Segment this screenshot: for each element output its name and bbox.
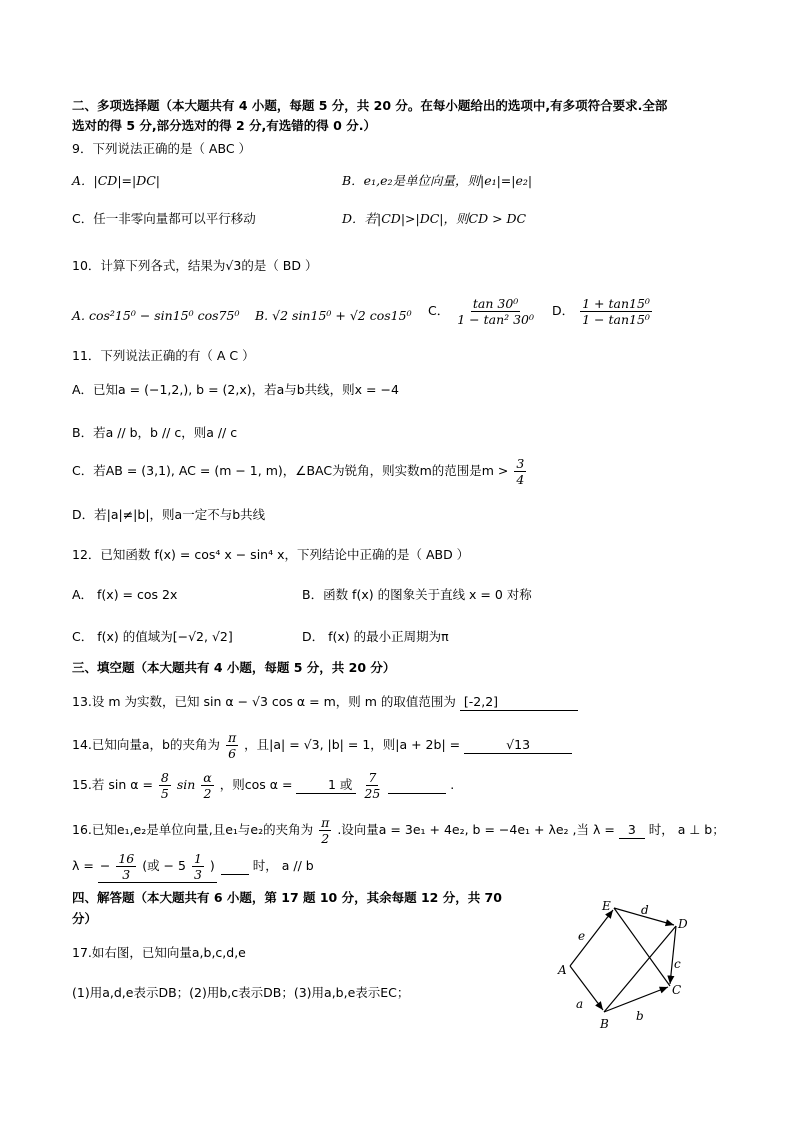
q17-parts: (1)用a,d,e表示DB；(2)用b,c表示DB；(3)用a,b,e表示EC； — [72, 985, 410, 1000]
q9-option-a: A．|CD|=|DC| — [72, 173, 161, 188]
q11-c-numerator: 3 — [516, 456, 525, 471]
q11-option-a: A．已知a = (−1,2,), b = (2,x)，若a与b共线，则x = −4 — [72, 382, 399, 397]
point-d-label: D — [678, 917, 688, 931]
q15-answer-a: 1 或 — [296, 777, 356, 794]
q11-option-b: B．若a // b，b // c，则a // c — [72, 425, 238, 440]
q10-c-fraction — [455, 296, 536, 327]
q11-c-text: C．若AB = (3,1), AC = (m − 1, m)，∠BAC为锐角，则实数m的范围是m > — [72, 463, 509, 478]
q13-stem: 13.设 m 为实数，已知 sin α − √3 cos α = m，则 m 的取值范围为 — [72, 694, 456, 709]
q16-fraction — [319, 815, 331, 846]
q9-stem: 9．下列说法正确的是（ ABC ） — [72, 141, 252, 156]
q16-num-16: 16 — [118, 851, 135, 866]
q11-c-fraction — [514, 456, 526, 487]
q11-option-c — [72, 456, 528, 487]
q15-den-2: 2 — [203, 786, 212, 801]
q10-d-fraction — [580, 296, 652, 327]
point-b-label: B — [600, 1017, 609, 1031]
q10-c-denominator: 1 − tan² 30⁰ — [457, 312, 535, 327]
q15-num-1: 8 — [160, 770, 169, 785]
q16-line2-end: 时， a // b — [252, 858, 314, 873]
q11-stem: 11．下列说法正确的有（ A C ） — [72, 348, 255, 363]
q16-line-2 — [72, 851, 314, 883]
q16-line-1 — [72, 815, 725, 846]
q9-option-d: D．若|CD|>|DC|，则CD > DC — [342, 211, 527, 226]
q16-line2-a: λ = — [72, 858, 94, 873]
q9-option-b: B．e₁,e₂是单位向量，则|e₁|=|e₂| — [342, 173, 533, 188]
q10-d-label: D． — [552, 303, 575, 318]
q15-answer-blank — [388, 777, 446, 794]
q16-den: 2 — [321, 831, 330, 846]
q16-answer-2-minus: − — [99, 858, 111, 873]
q10-stem: 10．计算下列各式，结果为√3的是（ BD ） — [72, 258, 318, 273]
vector-figure — [548, 888, 708, 1038]
q15-fraction-2 — [201, 770, 213, 801]
segment-ec — [614, 908, 670, 986]
q12-option-a: A． f(x) = cos 2x — [72, 587, 178, 602]
section-4-heading: 四、解答题（本大题共有 6 小题，第 17 题 10 分，其余每题 12 分，共 70 — [72, 890, 502, 905]
q12-option-c: C． f(x) 的值域为[−√2, √2] — [72, 629, 233, 644]
q10-d-numerator: 1 + tan15⁰ — [582, 296, 650, 311]
q16-answer-2-blank — [221, 858, 249, 875]
section-2-heading-cont: 选对的得 5 分,部分选对的得 2 分,有选错的得 0 分.） — [72, 118, 376, 133]
q16-num: π — [321, 815, 330, 830]
vector-c-label: c — [674, 957, 681, 971]
point-a-label: A — [558, 963, 567, 977]
q16-stem-b: .设向量a = 3e₁ + 4e₂, b = −4e₁ + λe₂ ,当 λ = — [337, 822, 615, 837]
q16-fraction-1-3 — [192, 851, 204, 882]
q14-numerator: π — [227, 730, 237, 745]
segment-db — [604, 926, 676, 1012]
vector-c-arrow — [670, 926, 676, 984]
q14-stem-a: 14.已知向量a，b的夹角为 — [72, 737, 220, 752]
q14-denominator: 6 — [228, 746, 237, 761]
q16-den-3b: 3 — [193, 867, 202, 882]
q15-den-1: 5 — [160, 786, 169, 801]
q10-option-c — [428, 296, 538, 327]
q16-answer-1: 3 — [619, 822, 645, 839]
q15-sin: sin — [176, 777, 196, 792]
q11-c-denominator: 4 — [516, 472, 525, 487]
section-2-heading: 二、多项选择题（本大题共有 4 小题，每题 5 分，共 20 分。在每小题给出的选项中,有多项符合要求.全部 — [72, 98, 668, 113]
q10-option-b: B. √2 sin15⁰ + √2 cos15⁰ — [255, 308, 412, 323]
q12-option-d: D． f(x) 的最小正周期为π — [302, 629, 449, 644]
q14-answer: √13 — [464, 737, 572, 754]
q14-fraction — [226, 730, 238, 761]
vector-a-arrow — [570, 966, 603, 1010]
q15-num-2: α — [203, 770, 212, 785]
q15-den-3: 25 — [364, 786, 381, 801]
q10-d-denominator: 1 − tan15⁰ — [582, 312, 650, 327]
q13 — [72, 694, 578, 711]
vector-d-label: d — [641, 903, 649, 917]
q10-c-label: C． — [428, 303, 450, 318]
q12-option-b: B．函数 f(x) 的图象关于直线 x = 0 对称 — [302, 587, 532, 602]
section-4-heading-cont: 分） — [72, 911, 98, 926]
q14-stem-b: ，且|a| = √3, |b| = 1，则|a + 2b| = — [244, 737, 461, 752]
point-e-label: E — [602, 899, 611, 913]
q15-fraction-3 — [362, 770, 382, 801]
section-3-heading: 三、填空题（本大题共有 4 小题，每题 5 分，共 20 分） — [72, 660, 396, 675]
vector-b-label: b — [636, 1009, 644, 1023]
q16-fraction-16-3 — [116, 851, 136, 882]
q12-stem: 12．已知函数 f(x) = cos⁴ x − sin⁴ x，下列结论中正确的是（ ABD ） — [72, 547, 470, 562]
q16-den-3: 3 — [122, 867, 131, 882]
q15-num-3: 7 — [368, 770, 377, 785]
q13-answer: [-2,2] — [460, 694, 578, 711]
q14 — [72, 730, 572, 761]
q10-option-d — [552, 296, 654, 327]
q16-num-1: 1 — [193, 851, 202, 866]
q15-fraction-1 — [159, 770, 171, 801]
q10-option-a: A. cos²15⁰ − sin15⁰ cos75⁰ — [72, 308, 240, 323]
q15-end: . — [450, 777, 455, 792]
q10-c-numerator: tan 30⁰ — [472, 296, 519, 311]
q16-stem-a: 16.已知e₁,e₂是单位向量,且e₁与e₂的夹角为 — [72, 822, 314, 837]
q9-option-c: C．任一非零向量都可以平行移动 — [72, 211, 256, 226]
q16-answer-2 — [98, 851, 217, 883]
q16-stem-c: 时， a ⊥ b； — [648, 822, 725, 837]
q11-option-d: D．若|a|≠|b|，则a一定不与b共线 — [72, 507, 266, 522]
vector-a-label: a — [576, 997, 584, 1011]
q15 — [72, 770, 454, 801]
point-c-label: C — [672, 983, 682, 997]
q16-answer-2-close: ) — [209, 858, 215, 873]
q16-answer-2-alt: (或 − 5 — [142, 858, 186, 873]
vector-e-label: e — [578, 929, 586, 943]
q15-stem-a: 15.若 sin α = — [72, 777, 153, 792]
vector-e-arrow — [570, 910, 613, 966]
q17-stem: 17.如右图，已知向量a,b,c,d,e — [72, 945, 246, 960]
q15-stem-b: ，则cos α = — [219, 777, 293, 792]
